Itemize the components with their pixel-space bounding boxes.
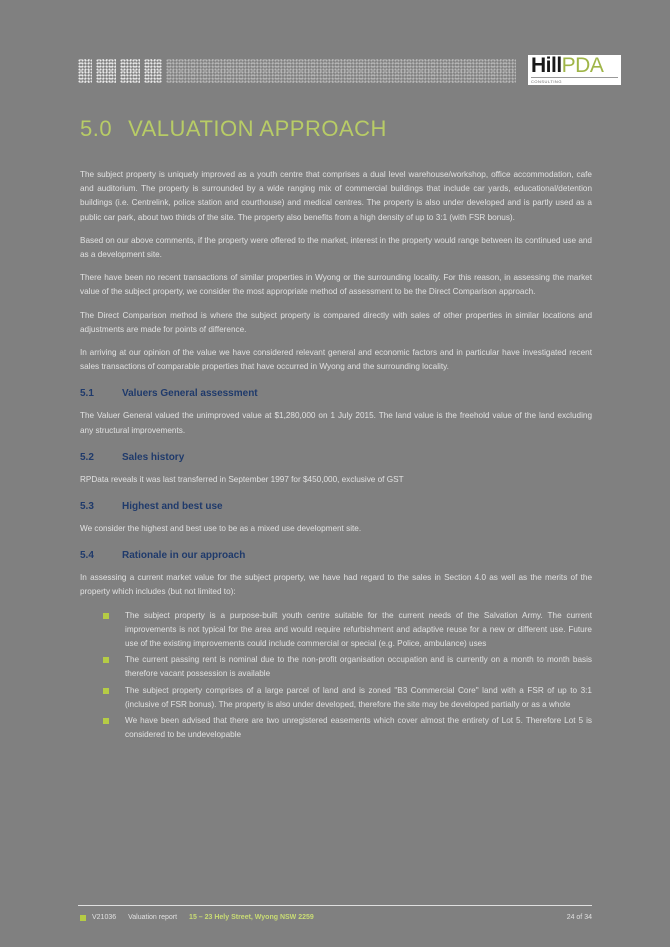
list-item-text: The subject property is a purpose-built youth centre suitable for the current needs of the Salvation Army. The current improvements is not typical for the area and would require refurbishment and adaptive reuse for a new or different use. Future use of the existing improvements could include commercial or special (e.g. Police, ambulance) uses	[125, 610, 592, 649]
list-item-text: We have been advised that there are two unregistered easements which cover almost the entirety of Lot 5. Therefore Lot 5 is considered to be undevelopable	[125, 716, 592, 740]
document-body	[80, 168, 592, 744]
footer-square-icon	[80, 915, 86, 921]
logo-hill: Hill	[531, 54, 562, 77]
intro-paragraph: Based on our above comments, if the property were offered to the market, interest in the property would range between its continued use and as a development site.	[80, 235, 592, 260]
title-number: 5.0	[80, 116, 113, 141]
list-item	[102, 609, 592, 652]
logo-wordmark	[531, 56, 618, 76]
footer-divider	[78, 905, 592, 906]
banner-glyph	[120, 59, 140, 83]
section-title: Valuers General assessment	[122, 388, 258, 400]
list-item	[102, 684, 592, 712]
section-text: The Valuer General valued the unimproved value at $1,280,000 on 1 July 2015. The land value is the freehold value of the land excluding any structural improvements.	[80, 411, 592, 435]
section-number: 5.1	[80, 388, 94, 400]
section-heading-5-2	[80, 452, 592, 463]
footer-address: 15 – 23 Hely Street, Wyong NSW 2259	[189, 914, 314, 921]
square-bullet-icon	[103, 657, 109, 663]
logo-subtitle: CONSULTING	[531, 77, 618, 84]
section-text: RPData reveals it was last transferred in September 1997 for $450,000, exclusive of GST	[80, 474, 404, 484]
section-title: Highest and best use	[122, 501, 223, 513]
banner-glyph	[96, 59, 116, 83]
list-item-text: The subject property comprises of a large parcel of land and is zoned "B3 Commercial Core" land with a FSR of up to 3:1 (inclusive of FSR bonus). The property is also under developed, therefore the site may be developed partially or as a whole	[125, 685, 592, 709]
intro-paragraph: The Direct Comparison method is where the subject property is compared directly with sales of other properties in similar locations and adjustments are made for points of difference.	[80, 310, 592, 334]
company-logo	[528, 55, 621, 85]
page-title	[80, 116, 387, 142]
section-text: In assessing a current market value for the subject property, we have had regard to the sales in Section 4.0 as well as the merits of the property which includes (but not limited to):	[80, 573, 592, 597]
section-heading-5-4	[80, 550, 592, 561]
banner-text-noise	[166, 59, 516, 83]
section-heading-5-3	[80, 501, 592, 512]
square-bullet-icon	[103, 718, 109, 724]
list-item	[102, 714, 592, 742]
list-item	[102, 653, 592, 681]
logo-pda: PDA	[561, 54, 604, 77]
page-number: 24 of 34	[566, 914, 592, 921]
banner-glyph	[144, 59, 162, 83]
header-banner	[78, 56, 518, 86]
section-number: 5.2	[80, 451, 94, 463]
section-title: Sales history	[122, 451, 185, 463]
square-bullet-icon	[103, 613, 109, 619]
square-bullet-icon	[103, 688, 109, 694]
intro-paragraph: There have been no recent transactions of similar properties in Wyong or the surrounding locality. For this reason, in assessing the market value of the subject property, we consider the most appropriate method of assessment to be the Direct Comparison approach.	[80, 273, 592, 297]
intro-paragraph: The subject property is uniquely improved as a youth centre that comprises a dual level warehouse/workshop, office accommodation, cafe and auditorium. The property is surrounded by a wide ranging mix of commercial buildings that include car yards, educational/detention buildings (i.e. Centrelink, police station and courthouse) and medical centres. The property is also under developed and is partly used as a public car park, about two thirds of the site. The property also benefits from a high density of up to 3:1 (with FSR bonus).	[80, 170, 592, 222]
title-text: VALUATION APPROACH	[128, 116, 387, 141]
page-footer	[80, 914, 592, 921]
section-number: 5.4	[80, 550, 94, 562]
footer-report-type: Valuation report	[128, 914, 178, 921]
banner-glyph	[78, 59, 92, 83]
footer-reference: V21036	[92, 914, 117, 921]
section-heading-5-1	[80, 388, 592, 399]
section-number: 5.3	[80, 501, 94, 513]
intro-paragraph: In arriving at our opinion of the value we have considered relevant general and economic factors and in particular have investigated recent sales transactions of comparable properties that have occurred in Wyong and the surrounding locality.	[80, 348, 592, 372]
section-text: We consider the highest and best use to be as a mixed use development site.	[80, 524, 362, 534]
rationale-list	[80, 609, 592, 743]
list-item-text: The current passing rent is nominal due to the non-profit organisation occupation and is currently on a month to month basis therefore vacant possession is available	[125, 655, 592, 679]
section-title: Rationale in our approach	[122, 550, 246, 562]
